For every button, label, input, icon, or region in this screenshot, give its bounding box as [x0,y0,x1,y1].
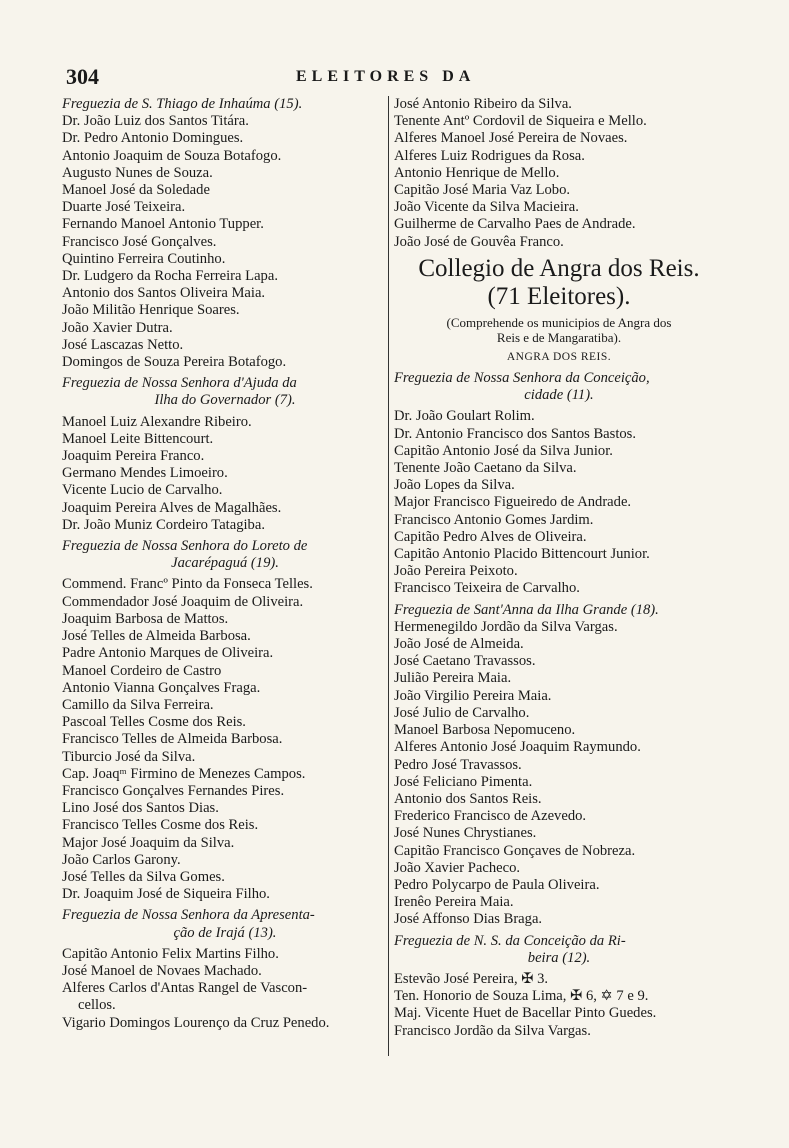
elector-entry: João Virgilio Pereira Maia. [394,687,552,704]
elector-entry: Pedro Polycarpo de Paula Oliveira. [394,876,600,893]
elector-entry: Antonio Henrique de Mello. [394,164,560,181]
elector-entry: João Vicente da Silva Macieira. [394,199,579,216]
elector-entry: Estevão José Pereira, ✠ 3. [394,970,549,987]
elector-entry: Pascoal Telles Cosme dos Reis. [62,714,246,731]
elector-entry: Domingos de Souza Pereira Botafogo. [62,354,287,371]
parish-heading: Jacarépaguá (19). [171,555,279,572]
elector-entry: Joaquim Pereira Alves de Magalhães. [62,499,282,516]
elector-entry: Padre Antonio Marques de Oliveira. [62,645,274,662]
running-title: ELEITORES DA [296,68,476,85]
parish-heading: Freguezia de Nossa Senhora d'Ajuda da [62,375,297,392]
elector-entry: Capitão José Maria Vaz Lobo. [394,182,571,199]
elector-entry: Commendador José Joaquim de Oliveira. [62,593,304,610]
elector-entry: Francisco José Gonçalves. [62,233,217,250]
right-column [394,96,724,1040]
page-number: 304 [66,64,99,89]
elector-entry: Vicente Lucio de Carvalho. [62,482,223,499]
elector-entry: Maj. Vicente Huet de Bacellar Pinto Guedes. [394,1005,657,1022]
elector-entry: Tenente Antº Cordovil de Siqueira e Mello. [394,113,647,130]
elector-entry: Hermenegildo Jordão da Silva Vargas. [394,618,618,635]
elector-entry: Joaquim Barbosa de Mattos. [62,610,229,627]
elector-entry: Antonio Joaquim de Souza Botafogo. [62,147,282,164]
elector-entry: Alferes Manoel José Pereira de Novaes. [394,130,628,147]
elector-entry: Manoel Cordeiro de Castro [62,662,222,679]
elector-entry: Alferes Luiz Rodrigues da Rosa. [394,147,585,164]
parish-heading: Ilha do Governador (7). [154,392,296,409]
college-note: (Comprehende os municipios de Angra dos [446,314,672,330]
elector-entry: Guilherme de Carvalho Paes de Andrade. [394,216,636,233]
elector-entry: Vigario Domingos Lourenço da Cruz Penedo. [62,1014,330,1031]
column-divider [388,96,389,1056]
elector-entry: José Feliciano Pimenta. [394,773,533,790]
elector-entry: Antonio dos Santos Oliveira Maia. [62,285,266,302]
parish-heading: cidade (11). [524,387,594,404]
parish-heading: ção de Irajá (13). [173,924,277,941]
elector-entry: Fernando Manoel Antonio Tupper. [62,216,264,233]
parish-heading: Freguezia de S. Thiago de Inhaúma (15). [62,96,303,112]
elector-entry: José Julio de Carvalho. [394,704,530,721]
parish-heading: Freguezia de Nossa Senhora do Loreto de [62,538,308,555]
elector-entry: Francisco Gonçalves Fernandes Pires. [62,782,285,799]
elector-entry: Tenente João Caetano da Silva. [394,460,577,477]
elector-entry: José Manoel de Novaes Machado. [62,962,262,979]
elector-entry: José Caetano Travassos. [394,653,536,670]
elector-entry: José Affonso Dias Braga. [394,911,543,928]
elector-entry: Dr. Joaquim José de Siqueira Filho. [62,886,270,903]
elector-entry: Julião Pereira Maia. [394,670,512,687]
elector-entry: Antonio dos Santos Reis. [394,790,542,807]
elector-entry: Ten. Honorio de Souza Lima, ✠ 6, ✡ 7 e 9. [394,988,649,1005]
elector-entry: Dr. João Goulart Rolim. [394,408,535,425]
parish-heading: Freguezia de Nossa Senhora da Conceição, [394,370,650,387]
elector-entry: Francisco Telles de Almeida Barbosa. [62,731,283,748]
elector-entry: Antonio Vianna Gonçalves Fraga. [62,679,261,696]
elector-entry: Major Francisco Figueiredo de Andrade. [394,494,632,511]
section-subheading: ANGRA DOS REIS. [506,350,612,363]
elector-entry: João Carlos Garony. [62,851,181,868]
elector-entry: Manoel Leite Bittencourt. [62,430,214,447]
elector-entry: Capitão Francisco Gonçaves de Nobreza. [394,842,636,859]
elector-entry: José Nunes Chrystianes. [394,825,537,842]
elector-entry: João Xavier Pacheco. [394,859,521,876]
elector-entry: Tiburcio José da Silva. [62,748,196,765]
elector-entry: João Pereira Peixoto. [394,563,518,580]
elector-entry: Manoel Luiz Alexandre Ribeiro. [62,413,252,430]
elector-entry: Augusto Nunes de Souza. [62,164,213,181]
elector-entry: Francisco Antonio Gomes Jardim. [394,511,594,528]
parish-heading: Freguezia de Nossa Senhora da Apresenta- [62,907,315,924]
parish-heading: Freguezia de N. S. da Conceição da Ri- [394,932,626,949]
elector-entry: Lino José dos Santos Dias. [62,800,219,817]
college-note: Reis e de Mangaratiba). [496,329,622,345]
elector-entry: José Telles da Silva Gomes. [62,868,225,885]
elector-entry: Dr. João Muniz Cordeiro Tatagiba. [62,516,265,533]
elector-entry: Quintino Ferreira Coutinho. [62,250,226,267]
elector-entry: Capitão Antonio Felix Martins Filho. [62,945,279,962]
elector-entry: Cap. Joaqᵐ Firmino de Menezes Campos. [62,765,306,782]
college-count: (71 Eleitores). [487,282,631,310]
elector-entry: Irenêo Pereira Maia. [394,894,514,911]
elector-entry: Germano Mendes Limoeiro. [62,465,228,482]
elector-entry: Dr. Pedro Antonio Domingues. [62,130,244,147]
college-title: Collegio de Angra dos Reis. [418,254,700,282]
elector-entry: José Telles de Almeida Barbosa. [62,628,251,645]
elector-entry: Manoel Barbosa Nepomuceno. [394,722,576,739]
elector-entry: Frederico Francisco de Azevedo. [394,808,587,825]
left-column [62,96,388,1032]
elector-entry: Dr. Ludgero da Rocha Ferreira Lapa. [62,268,278,285]
elector-entry: João José de Gouvêa Franco. [394,233,564,250]
elector-entry: Dr. João Luiz dos Santos Titára. [62,113,249,130]
elector-entry: Pedro José Travassos. [394,756,522,773]
elector-entry: José Lascazas Netto. [62,336,184,353]
elector-entry: Joaquim Pereira Franco. [62,448,205,465]
elector-entry: Alferes Antonio José Joaquim Raymundo. [394,739,641,756]
elector-entry: Capitão Pedro Alves de Oliveira. [394,528,587,545]
parish-heading: Freguezia de Sant'Anna da Ilha Grande (18). [394,601,659,618]
elector-entry: João José de Almeida. [394,636,524,653]
elector-entry: João Lopes da Silva. [394,477,515,494]
elector-entry: Francisco Telles Cosme dos Reis. [62,817,259,834]
elector-entry: Francisco Jordão da Silva Vargas. [394,1022,591,1039]
elector-entry: Major José Joaquim da Silva. [62,834,235,851]
elector-entry: Manoel José da Soledade [62,182,210,199]
elector-entry: Capitão Antonio Placido Bittencourt Junior. [394,546,650,563]
elector-entry: João Xavier Dutra. [62,319,173,336]
elector-entry: José Antonio Ribeiro da Silva. [394,96,572,112]
elector-entry: Francisco Teixeira de Carvalho. [394,580,580,597]
elector-entry: Commend. Francº Pinto da Fonseca Telles. [62,576,313,593]
elector-entry: cellos. [78,997,116,1014]
elector-entry: Duarte José Teixeira. [62,199,186,216]
elector-entry: Dr. Antonio Francisco dos Santos Bastos. [394,425,637,442]
page-header [66,64,706,94]
elector-entry: Capitão Antonio José da Silva Junior. [394,442,613,459]
elector-entry: Camillo da Silva Ferreira. [62,696,214,713]
parish-heading: beira (12). [527,949,591,966]
elector-entry: João Militão Henrique Soares. [62,302,240,319]
elector-entry: Alferes Carlos d'Antas Rangel de Vascon- [62,980,308,997]
